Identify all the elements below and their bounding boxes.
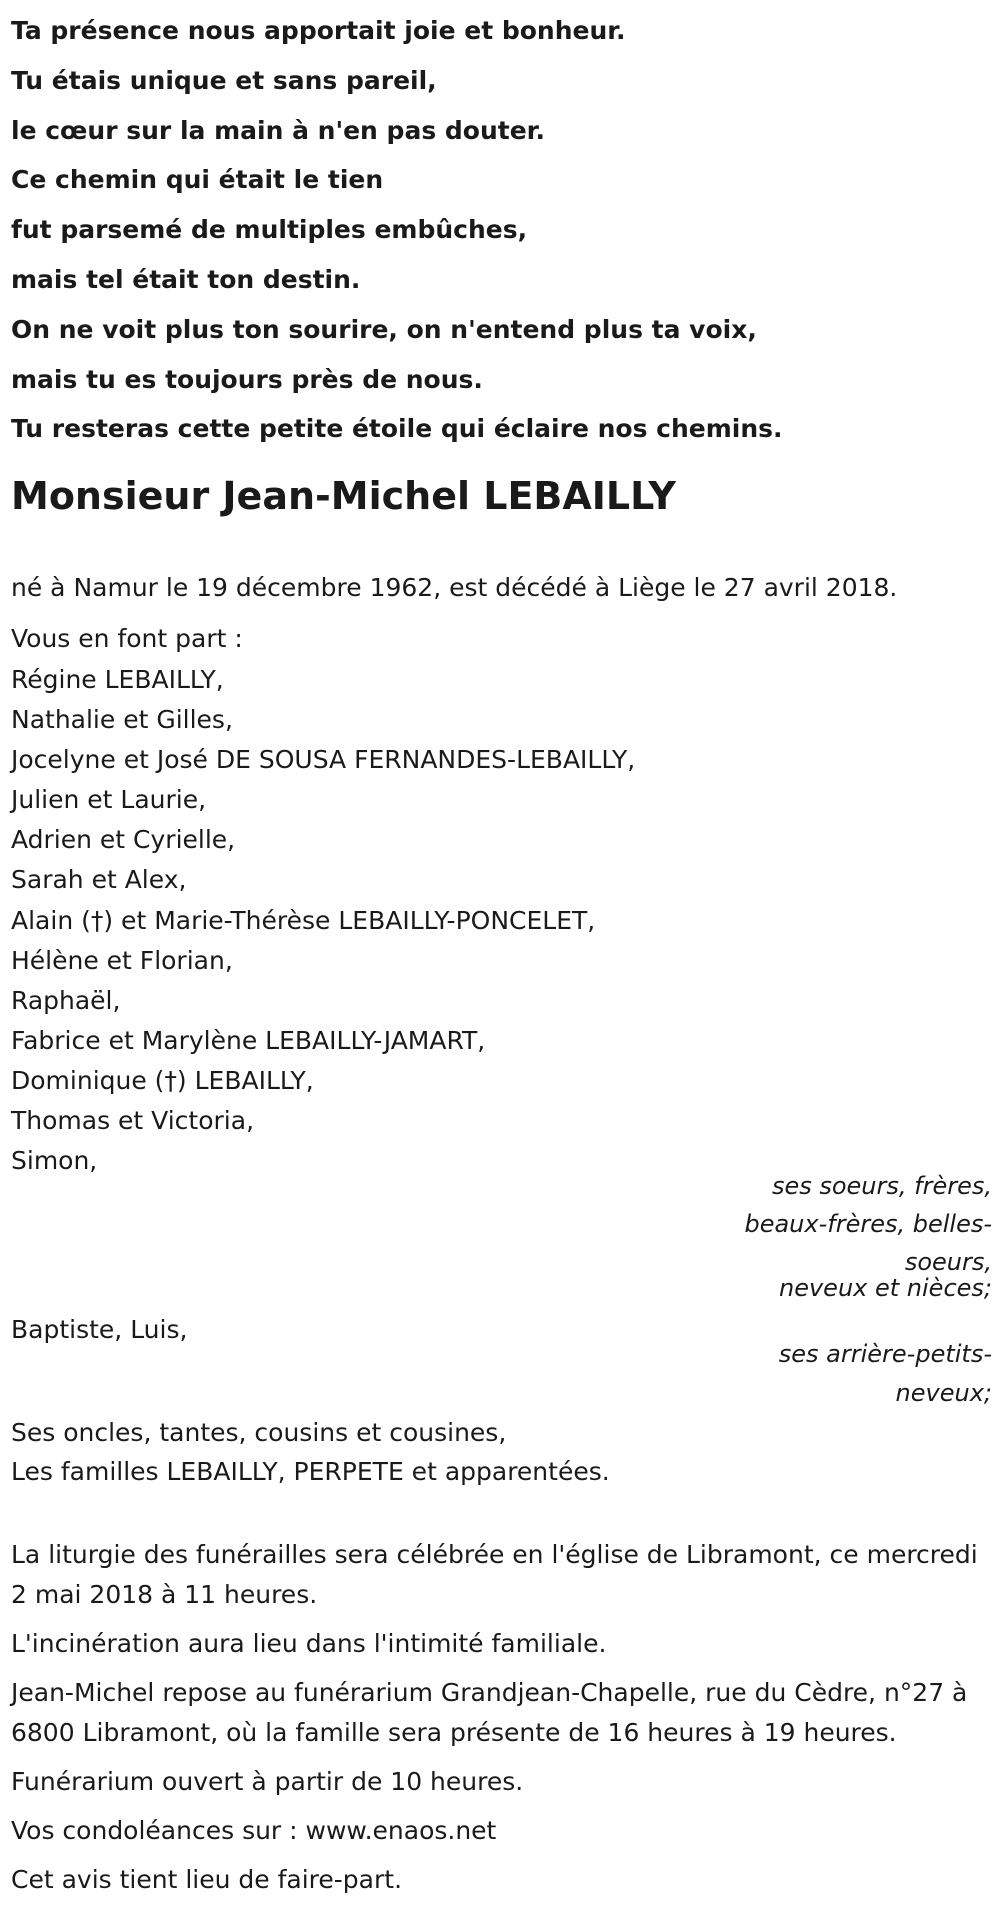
- relation-label: neveux et nièces;: [779, 1274, 992, 1302]
- family-member: Hélène et Florian,: [11, 945, 233, 975]
- extended-family: Les familles LEBAILLY, PERPETE et apparentées.: [11, 1457, 610, 1486]
- poem-line: mais tel était ton destin.: [11, 264, 361, 294]
- relation-label: beaux-frères, belles-: [744, 1210, 992, 1238]
- family-member: Raphaël,: [11, 985, 121, 1015]
- funeral-liturgy: La liturgie des funérailles sera célébrée en l'église de Libramont, ce mercredi 2 mai 2018 à 11 heures.: [11, 1540, 978, 1609]
- funerarium-opening: Funérarium ouvert à partir de 10 heures.: [11, 1767, 524, 1796]
- poem: [11, 6, 971, 454]
- poem-line: mais tu es toujours près de nous.: [11, 364, 483, 394]
- poem-line: Ta présence nous apportait joie et bonheur.: [11, 16, 626, 45]
- family-member: Jocelyne et José DE SOUSA FERNANDES-LEBAILLY,: [11, 745, 636, 775]
- family-member: Thomas et Victoria,: [11, 1106, 255, 1136]
- relation-label: neveux;: [895, 1379, 992, 1407]
- birth-death-details: né à Namur le 19 décembre 1962, est décédé à Liège le 27 avril 2018.: [11, 573, 898, 602]
- family-list: [11, 660, 635, 1181]
- deceased-name: Monsieur Jean-Michel LEBAILLY: [11, 474, 676, 518]
- grand-nephews: Baptiste, Luis,: [11, 1315, 188, 1344]
- cremation-info: L'incinération aura lieu dans l'intimité familiale.: [11, 1629, 607, 1658]
- announcement-intro: Vous en font part :: [11, 624, 243, 653]
- family-member: Fabrice et Marylène LEBAILLY-JAMART,: [11, 1025, 486, 1055]
- family-member: Simon,: [11, 1146, 98, 1176]
- poem-line: Tu resteras cette petite étoile qui éclaire nos chemins.: [11, 414, 783, 444]
- notice-text: Cet avis tient lieu de faire-part.: [11, 1865, 403, 1894]
- family-member: Régine LEBAILLY,: [11, 665, 224, 694]
- relation-label: soeurs,: [904, 1248, 992, 1276]
- funerarium-info: Jean-Michel repose au funérarium Grandjean-Chapelle, rue du Cèdre, n°27 à 6800 Libramont, où la famille sera présente de 16 heures à 19 heures.: [11, 1678, 968, 1747]
- extended-family: Ses oncles, tantes, cousins et cousines,: [11, 1418, 507, 1447]
- condolences-info: Vos condoléances sur : www.enaos.net: [11, 1816, 497, 1845]
- family-member: Alain (†) et Marie-Thérèse LEBAILLY-PONCELET,: [11, 905, 596, 935]
- relation-label: ses arrière-petits-: [778, 1340, 992, 1368]
- family-member: Sarah et Alex,: [11, 865, 187, 895]
- poem-line: le cœur sur la main à n'en pas douter.: [11, 115, 545, 145]
- family-member: Adrien et Cyrielle,: [11, 825, 236, 855]
- poem-line: On ne voit plus ton sourire, on n'entend plus ta voix,: [11, 314, 757, 344]
- poem-line: fut parsemé de multiples embûches,: [11, 215, 528, 245]
- poem-line: Tu étais unique et sans pareil,: [11, 65, 437, 95]
- family-member: Julien et Laurie,: [11, 785, 207, 815]
- poem-line: Ce chemin qui était le tien: [11, 165, 384, 195]
- relation-label: ses soeurs, frères,: [771, 1172, 992, 1200]
- family-member: Dominique (†) LEBAILLY,: [11, 1065, 314, 1095]
- family-member: Nathalie et Gilles,: [11, 705, 233, 735]
